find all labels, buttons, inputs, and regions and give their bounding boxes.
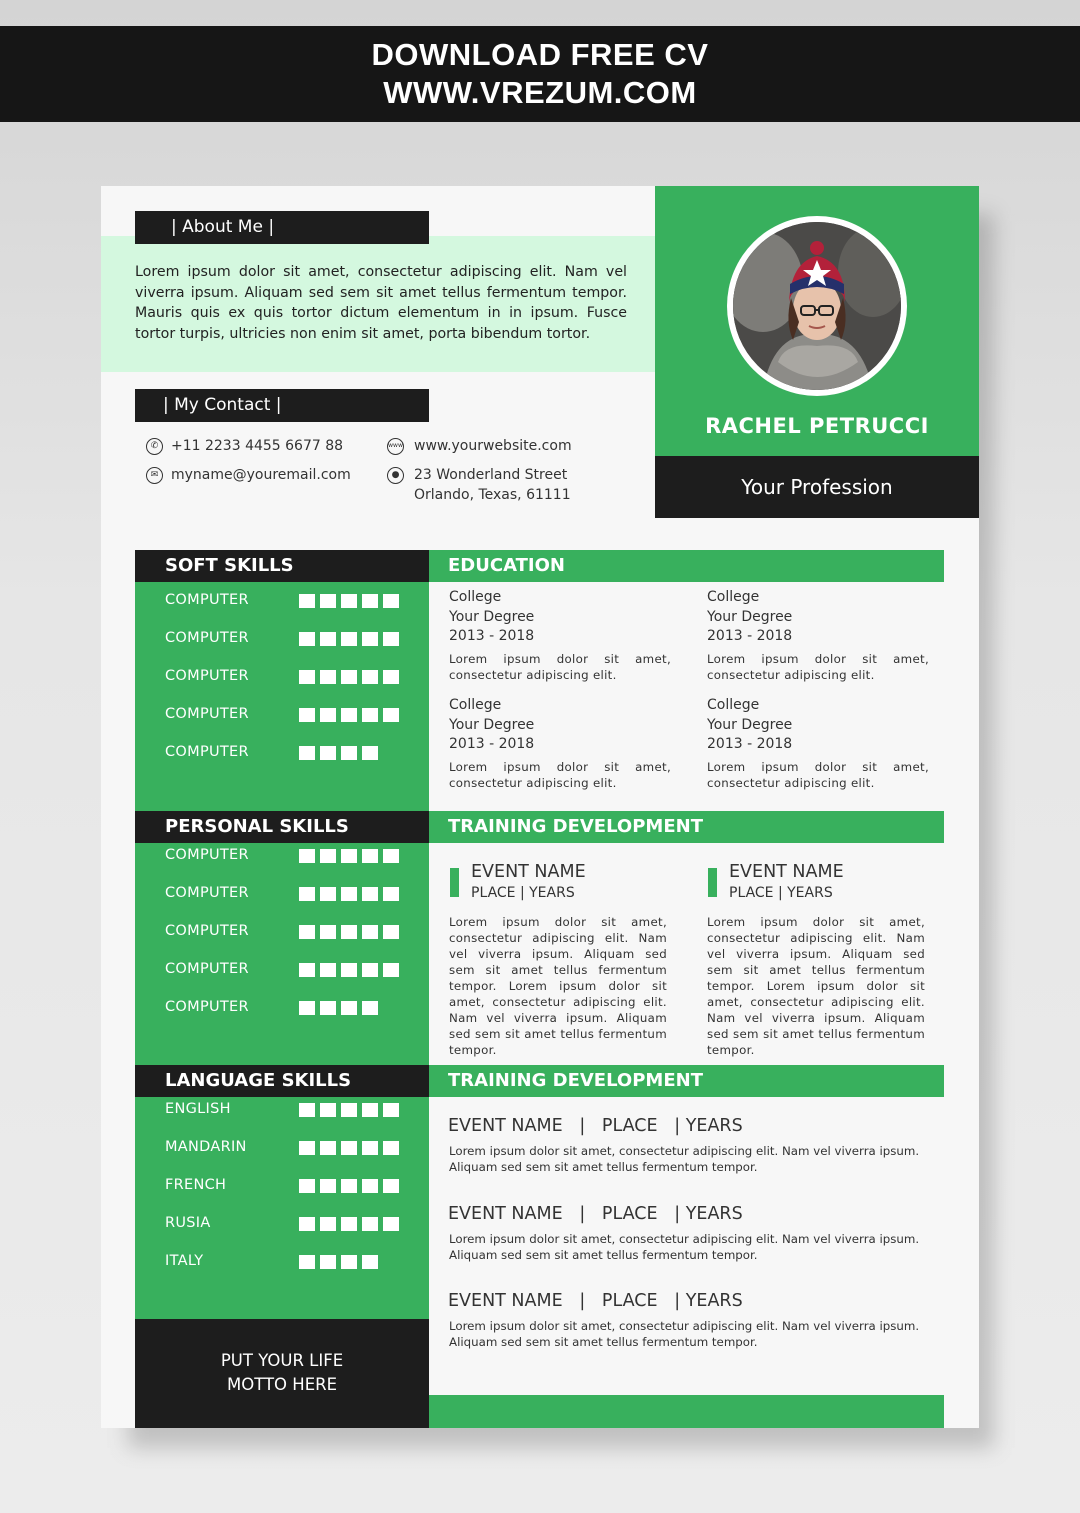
skill-level-dot	[341, 925, 357, 939]
skill-label: COMPUTER	[165, 592, 249, 608]
skill-level-dot	[320, 887, 336, 901]
skill-row	[165, 1215, 405, 1235]
skill-level-dot	[362, 849, 378, 863]
phone-icon: ✆	[146, 438, 163, 455]
skill-level-dot	[362, 1255, 378, 1269]
edu-desc: Lorem ipsum dolor sit amet, consectetur adipiscing elit.	[707, 759, 929, 790]
skill-level-dot	[362, 746, 378, 760]
skill-level-meter	[299, 746, 378, 760]
skill-level-dot	[299, 746, 315, 760]
skill-level-meter	[299, 1001, 378, 1015]
profile-name: RACHEL PETRUCCI	[705, 414, 929, 438]
skill-level-meter	[299, 1141, 399, 1155]
skill-level-dot	[320, 963, 336, 977]
skill-level-dot	[341, 887, 357, 901]
edu-degree: Your Degree	[449, 716, 535, 733]
skill-level-meter	[299, 670, 399, 684]
skill-level-dot	[320, 1179, 336, 1193]
edu-years: 2013 - 2018	[707, 736, 793, 752]
location-pin-icon: ●	[387, 467, 404, 484]
edu-desc: Lorem ipsum dolor sit amet, consectetur adipiscing elit.	[449, 759, 671, 790]
skill-level-dot	[383, 594, 399, 608]
skill-row	[165, 1253, 405, 1273]
skill-row	[165, 999, 405, 1019]
skill-level-dot	[299, 1103, 315, 1117]
skill-level-dot	[362, 963, 378, 977]
skill-level-dot	[383, 1141, 399, 1155]
skill-level-dot	[299, 1141, 315, 1155]
skill-level-dot	[320, 925, 336, 939]
event-desc: Lorem ipsum dolor sit amet, consectetur adipiscing elit. Nam vel viverra ipsum. Aliquam sed sem sit amet tellus fermentum tempor.	[449, 1319, 920, 1349]
language-skills-heading: LANGUAGE SKILLS	[135, 1065, 429, 1097]
skill-level-dot	[362, 925, 378, 939]
event-title: EVENT NAME | PLACE | YEARS	[448, 1291, 743, 1311]
skill-level-dot	[299, 708, 315, 722]
skill-level-dot	[341, 1255, 357, 1269]
contact-phone: +11 2233 4455 6677 88	[171, 438, 344, 454]
skill-label: ENGLISH	[165, 1101, 231, 1117]
skill-level-dot	[341, 746, 357, 760]
skill-label: COMPUTER	[165, 999, 249, 1015]
about-heading: | About Me |	[135, 211, 429, 244]
profile-photo	[727, 216, 907, 396]
training-heading-1: TRAINING DEVELOPMENT	[429, 811, 944, 843]
skill-level-meter	[299, 963, 399, 977]
skill-level-dot	[383, 1103, 399, 1117]
skill-level-dot	[320, 1001, 336, 1015]
education-entry	[449, 696, 671, 791]
skill-level-dot	[320, 670, 336, 684]
skill-level-dot	[362, 670, 378, 684]
skill-level-dot	[299, 670, 315, 684]
skill-level-dot	[320, 632, 336, 646]
event-marker	[450, 868, 459, 897]
footer-bar	[429, 1395, 944, 1428]
event-desc: Lorem ipsum dolor sit amet, consectetur adipiscing elit. Nam vel viverra ipsum. Aliquam sed sem sit amet tellus fermentum tempor. Lorem ipsum dolor sit amet, consectetur adipiscing elit. Nam vel viverra ipsum. Aliquam sed sem sit amet tellus fermentum tempor.	[449, 915, 667, 1057]
skill-level-dot	[299, 632, 315, 646]
edu-desc: Lorem ipsum dolor sit amet, consectetur adipiscing elit.	[449, 651, 671, 682]
skill-level-dot	[341, 1001, 357, 1015]
skill-level-meter	[299, 887, 399, 901]
banner-line-2: WWW.VREZUM.COM	[383, 75, 697, 110]
personal-skills-heading: PERSONAL SKILLS	[135, 811, 429, 843]
skill-label: COMPUTER	[165, 630, 249, 646]
skill-level-dot	[299, 849, 315, 863]
skill-row	[165, 1139, 405, 1159]
skill-level-dot	[299, 887, 315, 901]
skill-level-dot	[299, 1001, 315, 1015]
skill-level-dot	[299, 594, 315, 608]
skill-label: COMPUTER	[165, 706, 249, 722]
skill-label: COMPUTER	[165, 923, 249, 939]
skill-level-dot	[383, 632, 399, 646]
skill-level-dot	[320, 1103, 336, 1117]
contact-address-line2: Orlando, Texas, 61111	[414, 487, 571, 503]
profession-label: Your Profession	[741, 475, 893, 499]
skill-level-dot	[383, 1179, 399, 1193]
skill-label: COMPUTER	[165, 847, 249, 863]
skill-level-meter	[299, 594, 399, 608]
photo-image	[733, 222, 901, 390]
skill-level-dot	[362, 1141, 378, 1155]
skill-level-dot	[299, 1217, 315, 1231]
education-entry	[449, 588, 671, 683]
skill-row	[165, 1177, 405, 1197]
skill-row	[165, 885, 405, 905]
skill-level-dot	[320, 1141, 336, 1155]
skill-label: ITALY	[165, 1253, 204, 1269]
profession-bar	[655, 456, 979, 518]
edu-school: College	[707, 697, 760, 713]
skill-level-dot	[383, 887, 399, 901]
motto-box	[135, 1319, 429, 1428]
event-title: EVENT NAME | PLACE | YEARS	[448, 1116, 743, 1136]
skill-level-dot	[362, 1103, 378, 1117]
skill-level-dot	[383, 963, 399, 977]
contact-address-line1: 23 Wonderland Street	[414, 467, 568, 483]
training-heading-2: TRAINING DEVELOPMENT	[429, 1065, 944, 1097]
skill-level-dot	[362, 1001, 378, 1015]
skill-level-dot	[341, 1103, 357, 1117]
edu-school: College	[707, 589, 760, 605]
event-desc: Lorem ipsum dolor sit amet, consectetur adipiscing elit. Nam vel viverra ipsum. Aliquam sed sem sit amet tellus fermentum tempor.	[449, 1144, 920, 1174]
motto-line-2: MOTTO HERE	[226, 1375, 338, 1394]
skill-row	[165, 1101, 405, 1121]
portrait-illustration	[733, 222, 901, 390]
education-entry	[707, 696, 929, 791]
skill-label: COMPUTER	[165, 885, 249, 901]
skill-level-dot	[320, 1255, 336, 1269]
skill-level-dot	[383, 849, 399, 863]
skill-row	[165, 706, 405, 726]
event-title: EVENT NAME | PLACE | YEARS	[448, 1204, 743, 1224]
edu-years: 2013 - 2018	[449, 628, 535, 644]
download-banner	[0, 26, 1080, 122]
skill-level-dot	[383, 670, 399, 684]
skill-level-dot	[362, 1179, 378, 1193]
email-icon: ✉	[146, 467, 163, 484]
edu-years: 2013 - 2018	[707, 628, 793, 644]
skill-label: MANDARIN	[165, 1139, 247, 1155]
event-title: EVENT NAME	[729, 862, 844, 882]
event-subtitle: PLACE | YEARS	[471, 885, 575, 901]
event-marker	[708, 868, 717, 897]
skill-level-dot	[320, 708, 336, 722]
skill-row	[165, 744, 405, 764]
skill-level-dot	[383, 708, 399, 722]
skill-row	[165, 961, 405, 981]
motto-line-1: PUT YOUR LIFE	[220, 1351, 344, 1370]
skill-level-dot	[362, 594, 378, 608]
skill-label: FRENCH	[165, 1177, 227, 1193]
skill-level-dot	[299, 963, 315, 977]
skill-level-meter	[299, 1103, 399, 1117]
skill-level-dot	[362, 708, 378, 722]
education-heading: EDUCATION	[429, 550, 944, 582]
event-title: EVENT NAME	[471, 862, 586, 882]
skill-level-dot	[341, 670, 357, 684]
skill-level-dot	[299, 1255, 315, 1269]
skill-level-dot	[383, 925, 399, 939]
skill-level-meter	[299, 1217, 399, 1231]
skill-level-dot	[341, 632, 357, 646]
edu-degree: Your Degree	[707, 716, 793, 733]
event-subtitle: PLACE | YEARS	[729, 885, 833, 901]
skill-level-dot	[299, 925, 315, 939]
skill-level-dot	[383, 1217, 399, 1231]
skill-level-meter	[299, 1179, 399, 1193]
education-entry	[707, 588, 929, 683]
skill-level-meter	[299, 632, 399, 646]
skill-level-dot	[299, 1179, 315, 1193]
skill-row	[165, 923, 405, 943]
edu-degree: Your Degree	[449, 608, 535, 625]
skill-level-dot	[362, 887, 378, 901]
skill-label: RUSIA	[165, 1215, 211, 1231]
contact-website: www.yourwebsite.com	[414, 438, 572, 454]
skill-level-dot	[320, 1217, 336, 1231]
about-text: Lorem ipsum dolor sit amet, consectetur adipiscing elit. Nam vel viverra ipsum. Aliquam sed sem sit amet tellus fermentum tempor. Mauris quis ex quis tortor dictum elementum in in ipsum. Fusce tortor turpis, ultricies non enim sit amet, porta bibendum tortor.	[135, 264, 627, 342]
skill-level-dot	[320, 849, 336, 863]
skill-row	[165, 847, 405, 867]
skill-label: COMPUTER	[165, 961, 249, 977]
event-desc: Lorem ipsum dolor sit amet, consectetur adipiscing elit. Nam vel viverra ipsum. Aliquam sed sem sit amet tellus fermentum tempor.	[449, 1232, 920, 1262]
skill-row	[165, 592, 405, 612]
skill-level-dot	[341, 1217, 357, 1231]
skill-level-dot	[362, 1217, 378, 1231]
skill-level-dot	[341, 849, 357, 863]
skill-row	[165, 668, 405, 688]
skill-level-dot	[341, 963, 357, 977]
skill-label: COMPUTER	[165, 744, 249, 760]
edu-school: College	[449, 697, 502, 713]
edu-school: College	[449, 589, 502, 605]
skill-level-dot	[341, 708, 357, 722]
contact-email: myname@youremail.com	[171, 467, 351, 483]
banner-line-1: DOWNLOAD FREE CV	[371, 37, 709, 72]
event-desc: Lorem ipsum dolor sit amet, consectetur adipiscing elit. Nam vel viverra ipsum. Aliquam sed sem sit amet tellus fermentum tempor. Lorem ipsum dolor sit amet, consectetur adipiscing elit. Nam vel viverra ipsum. Aliquam sed sem sit amet tellus fermentum tempor.	[707, 915, 925, 1057]
edu-desc: Lorem ipsum dolor sit amet, consectetur adipiscing elit.	[707, 651, 929, 682]
skill-row	[165, 630, 405, 650]
skill-level-dot	[320, 594, 336, 608]
edu-years: 2013 - 2018	[449, 736, 535, 752]
globe-icon: www	[387, 438, 404, 455]
skill-level-dot	[320, 746, 336, 760]
skill-level-dot	[362, 632, 378, 646]
soft-skills-heading: SOFT SKILLS	[135, 550, 429, 582]
skill-level-meter	[299, 925, 399, 939]
skill-level-meter	[299, 708, 399, 722]
skill-level-meter	[299, 1255, 378, 1269]
edu-degree: Your Degree	[707, 608, 793, 625]
skill-level-dot	[341, 594, 357, 608]
skill-level-dot	[341, 1141, 357, 1155]
skill-label: COMPUTER	[165, 668, 249, 684]
skill-level-meter	[299, 849, 399, 863]
cv-page	[101, 186, 979, 1428]
skill-level-dot	[341, 1179, 357, 1193]
contact-heading: | My Contact |	[135, 389, 429, 422]
